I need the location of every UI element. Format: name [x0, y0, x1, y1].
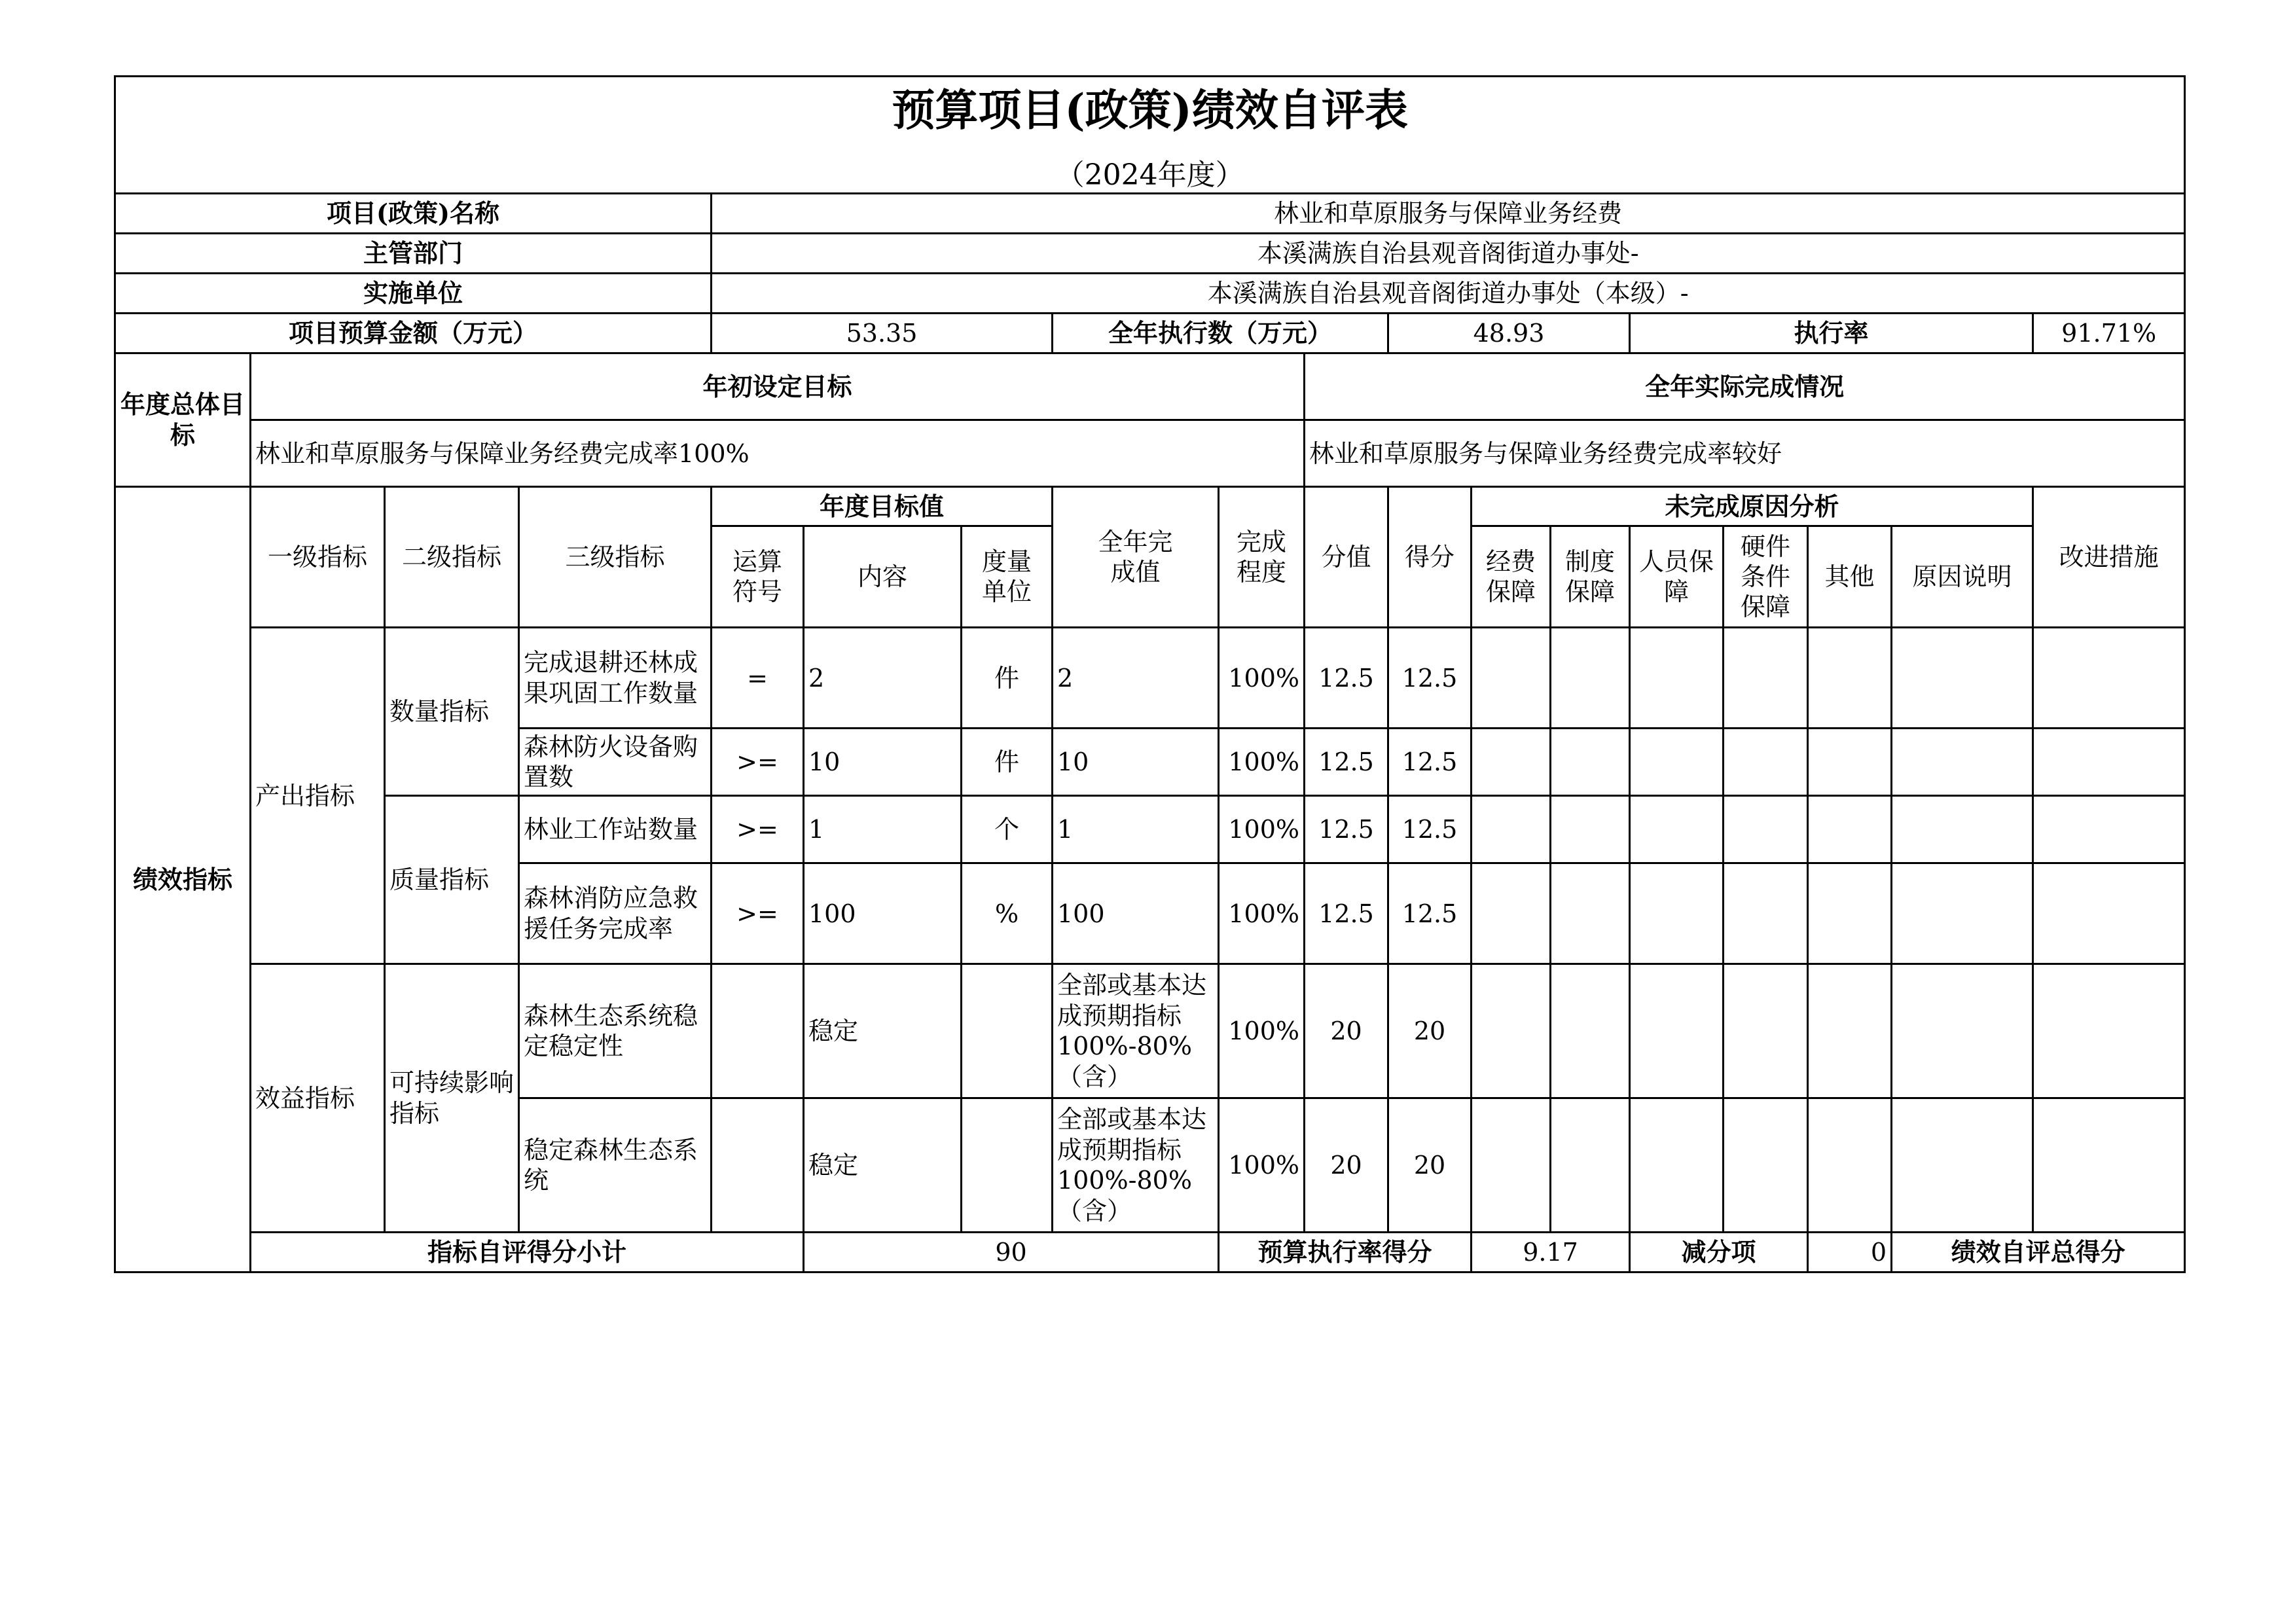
row6-fund	[1472, 1098, 1551, 1233]
row5-system	[1551, 964, 1630, 1098]
level1-output: 产出指标	[251, 628, 385, 964]
row3-score: 12.5	[1305, 796, 1388, 863]
row5-fund	[1472, 964, 1551, 1098]
implementing-unit-label: 实施单位	[115, 274, 712, 314]
row2-score: 12.5	[1305, 729, 1388, 796]
row4-operator: >=	[712, 863, 804, 964]
header-target-group: 年度目标值	[712, 487, 1053, 526]
row5-improve	[2033, 964, 2185, 1098]
row5-actual: 全部或基本达成预期指标100%-80%（含）	[1053, 964, 1219, 1098]
budget-score-label: 预算执行率得分	[1219, 1233, 1472, 1272]
deduction-label: 减分项	[1630, 1233, 1808, 1272]
header-fund	[1472, 526, 1551, 628]
header-system	[1551, 526, 1630, 628]
row1-score: 12.5	[1305, 628, 1388, 729]
row3-operator: >=	[712, 796, 804, 863]
row6-completion: 100%	[1219, 1098, 1305, 1233]
row1-operator: =	[712, 628, 804, 729]
row3-hardware	[1724, 796, 1808, 863]
row1-improve	[2033, 628, 2185, 729]
header-operator	[712, 526, 804, 628]
row4-level3: 森林消防应急救援任务完成率	[519, 863, 712, 964]
row2-actual: 10	[1053, 729, 1219, 796]
department-value: 本溪满族自治县观音阁街道办事处-	[712, 234, 2185, 274]
budget-amount-label: 项目预算金额（万元）	[115, 314, 712, 353]
row2-got: 12.5	[1388, 729, 1472, 796]
row6-hardware	[1724, 1098, 1808, 1233]
header-content: 内容	[804, 526, 962, 628]
row1-other	[1808, 628, 1892, 729]
row5-explain	[1892, 964, 2033, 1098]
row6-explain	[1892, 1098, 2033, 1233]
row4-explain	[1892, 863, 2033, 964]
total-score-label: 绩效自评总得分	[1892, 1233, 2185, 1272]
header-staff-text: 人员保障	[1638, 547, 1714, 607]
header-hardware-text: 硬件条件保障	[1740, 532, 1790, 622]
row1-got: 12.5	[1388, 628, 1472, 729]
row6-actual: 全部或基本达成预期指标100%-80%（含）	[1053, 1098, 1219, 1233]
row2-explain	[1892, 729, 2033, 796]
project-name-value: 林业和草原服务与保障业务经费	[712, 194, 2185, 234]
row4-completion: 100%	[1219, 863, 1305, 964]
row5-operator	[712, 964, 804, 1098]
header-completion	[1219, 487, 1305, 628]
row2-completion: 100%	[1219, 729, 1305, 796]
deduction-value: 0	[1808, 1233, 1892, 1272]
row6-got: 20	[1388, 1098, 1472, 1233]
implementing-unit-value: 本溪满族自治县观音阁街道办事处（本级）-	[712, 274, 2185, 314]
row6-unit	[962, 1098, 1053, 1233]
row5-staff	[1630, 964, 1724, 1098]
row2-hardware	[1724, 729, 1808, 796]
header-improve: 改进措施	[2033, 487, 2185, 628]
header-level1: 一级指标	[251, 487, 385, 628]
level2-sustainable: 可持续影响指标	[385, 964, 519, 1233]
row1-explain	[1892, 628, 2033, 729]
row1-hardware	[1724, 628, 1808, 729]
header-staff	[1630, 526, 1724, 628]
budget-score-value: 9.17	[1472, 1233, 1630, 1272]
subtotal-label: 指标自评得分小计	[251, 1233, 804, 1272]
header-other: 其他	[1808, 526, 1892, 628]
header-fund-text: 经费保障	[1485, 547, 1536, 607]
title-cell	[115, 77, 2185, 194]
row1-completion: 100%	[1219, 628, 1305, 729]
row6-system	[1551, 1098, 1630, 1233]
level2-quantity: 数量指标	[385, 628, 519, 796]
header-unit	[962, 526, 1053, 628]
header-reason-group: 未完成原因分析	[1472, 487, 2033, 526]
level2-quality: 质量指标	[385, 796, 519, 964]
row4-unit: %	[962, 863, 1053, 964]
performance-evaluation-table	[114, 75, 2186, 1273]
row4-staff	[1630, 863, 1724, 964]
row2-staff	[1630, 729, 1724, 796]
executed-amount-value: 48.93	[1388, 314, 1630, 353]
row3-content: 1	[804, 796, 962, 863]
row1-unit: 件	[962, 628, 1053, 729]
row3-explain	[1892, 796, 2033, 863]
row3-unit: 个	[962, 796, 1053, 863]
row3-level3: 林业工作站数量	[519, 796, 712, 863]
header-level2: 二级指标	[385, 487, 519, 628]
row3-completion: 100%	[1219, 796, 1305, 863]
row6-operator	[712, 1098, 804, 1233]
executed-amount-label: 全年执行数（万元）	[1053, 314, 1388, 353]
row5-content: 稳定	[804, 964, 962, 1098]
project-name-label: 项目(政策)名称	[115, 194, 712, 234]
row4-improve	[2033, 863, 2185, 964]
row5-completion: 100%	[1219, 964, 1305, 1098]
row5-level3: 森林生态系统稳定稳定性	[519, 964, 712, 1098]
row1-staff	[1630, 628, 1724, 729]
row2-fund	[1472, 729, 1551, 796]
row5-unit	[962, 964, 1053, 1098]
row5-score: 20	[1305, 964, 1388, 1098]
header-actual-text: 全年完成值	[1098, 527, 1173, 587]
row4-got: 12.5	[1388, 863, 1472, 964]
row2-level3: 森林防火设备购置数	[519, 729, 712, 796]
row2-other	[1808, 729, 1892, 796]
header-completion-text: 完成程度	[1236, 527, 1286, 587]
row4-score: 12.5	[1305, 863, 1388, 964]
row5-other	[1808, 964, 1892, 1098]
row6-staff	[1630, 1098, 1724, 1233]
row1-content: 2	[804, 628, 962, 729]
row4-hardware	[1724, 863, 1808, 964]
department-label: 主管部门	[115, 234, 712, 274]
row4-fund	[1472, 863, 1551, 964]
row1-system	[1551, 628, 1630, 729]
row4-other	[1808, 863, 1892, 964]
row3-system	[1551, 796, 1630, 863]
row3-actual: 1	[1053, 796, 1219, 863]
initial-goal-header: 年初设定目标	[251, 353, 1305, 420]
header-got: 得分	[1388, 487, 1472, 628]
row6-other	[1808, 1098, 1892, 1233]
header-system-text: 制度保障	[1564, 547, 1615, 607]
indicators-section-label: 绩效指标	[115, 487, 251, 1272]
row1-actual: 2	[1053, 628, 1219, 729]
annual-goal-section-label: 年度总体目标	[115, 353, 251, 487]
actual-completion-value: 林业和草原服务与保障业务经费完成率较好	[1305, 420, 2185, 487]
header-explain: 原因说明	[1892, 526, 2033, 628]
row2-content: 10	[804, 729, 962, 796]
row3-got: 12.5	[1388, 796, 1472, 863]
header-operator-text: 运算符号	[732, 547, 782, 607]
row6-score: 20	[1305, 1098, 1388, 1233]
row6-content: 稳定	[804, 1098, 962, 1233]
page-title: 预算项目(政策)绩效自评表	[892, 84, 1408, 135]
row2-unit: 件	[962, 729, 1053, 796]
initial-goal-value: 林业和草原服务与保障业务经费完成率100%	[251, 420, 1305, 487]
row4-content: 100	[804, 863, 962, 964]
row1-level3: 完成退耕还林成果巩固工作数量	[519, 628, 712, 729]
row5-hardware	[1724, 964, 1808, 1098]
row2-system	[1551, 729, 1630, 796]
header-hardware	[1724, 526, 1808, 628]
subtotal-value: 90	[804, 1233, 1219, 1272]
year-label: （2024年度）	[1055, 158, 1244, 192]
header-level3: 三级指标	[519, 487, 712, 628]
row1-fund	[1472, 628, 1551, 729]
row3-staff	[1630, 796, 1724, 863]
row3-other	[1808, 796, 1892, 863]
level1-benefit: 效益指标	[251, 964, 385, 1233]
row3-fund	[1472, 796, 1551, 863]
row4-system	[1551, 863, 1630, 964]
execution-rate-label: 执行率	[1630, 314, 2033, 353]
execution-rate-value: 91.71%	[2033, 314, 2185, 353]
row3-improve	[2033, 796, 2185, 863]
row5-got: 20	[1388, 964, 1472, 1098]
header-unit-text: 度量单位	[981, 547, 1032, 607]
header-actual	[1053, 487, 1219, 628]
row2-improve	[2033, 729, 2185, 796]
actual-completion-header: 全年实际完成情况	[1305, 353, 2185, 420]
row6-improve	[2033, 1098, 2185, 1233]
row6-level3: 稳定森林生态系统	[519, 1098, 712, 1233]
row2-operator: >=	[712, 729, 804, 796]
budget-amount-value: 53.35	[712, 314, 1053, 353]
row4-actual: 100	[1053, 863, 1219, 964]
header-score: 分值	[1305, 487, 1388, 628]
